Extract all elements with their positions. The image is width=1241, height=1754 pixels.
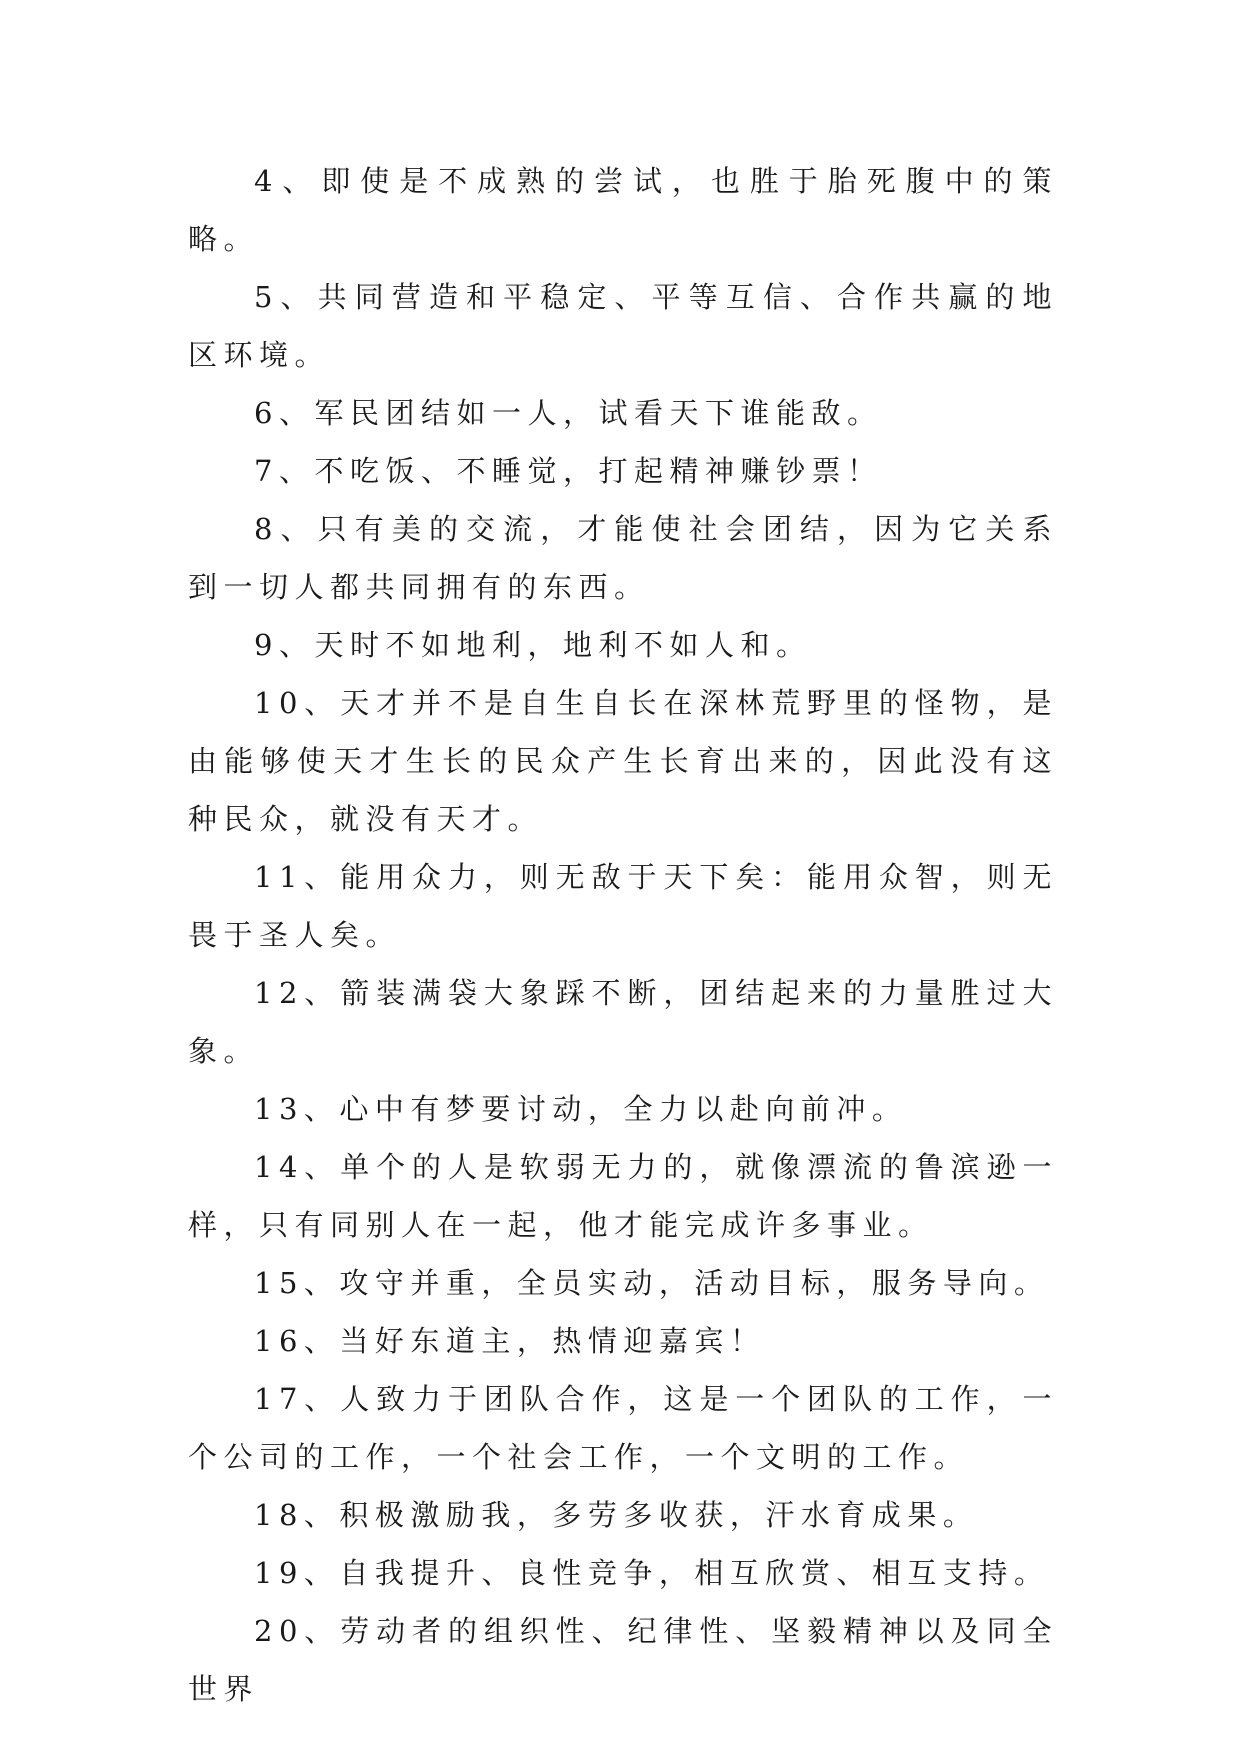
paragraph-17: 17、人致力于团队合作，这是一个团队的工作，一个公司的工作，一个社会工作，一个文明的工作。 — [188, 1382, 1058, 1474]
paragraph-13: 13、心中有梦要讨动，全力以赴向前冲。 — [254, 1092, 908, 1126]
document-body — [188, 152, 1058, 1718]
paragraph-9: 9、天时不如地利，地利不如人和。 — [254, 628, 812, 662]
paragraph-4: 4、即使是不成熟的尝试，也胜于胎死腹中的策略。 — [188, 164, 1058, 256]
paragraph-20: 20、劳动者的组织性、纪律性、坚毅精神以及同全世界 — [188, 1614, 1058, 1706]
paragraph-19: 19、自我提升、良性竞争，相互欣赏、相互支持。 — [254, 1556, 1050, 1590]
paragraph-16: 16、当好东道主，热情迎嘉宾！ — [254, 1324, 766, 1358]
paragraph-14: 14、单个的人是软弱无力的，就像漂流的鲁滨逊一样，只有同别人在一起，他才能完成许多事业。 — [188, 1150, 1058, 1242]
paragraph-7: 7、不吃饭、不睡觉，打起精神赚钞票！ — [254, 454, 883, 488]
paragraph-10: 10、天才并不是自生自长在深林荒野里的怪物，是由能够使天才生长的民众产生长育出来的，因此没有这种民众，就没有天才。 — [188, 686, 1058, 836]
paragraph-8: 8、只有美的交流，才能使社会团结，因为它关系到一切人都共同拥有的东西。 — [188, 512, 1058, 604]
paragraph-5: 5、共同营造和平稳定、平等互信、合作共赢的地区环境。 — [188, 280, 1058, 372]
paragraph-11: 11、能用众力，则无敌于天下矣：能用众智，则无畏于圣人矣。 — [188, 860, 1058, 952]
paragraph-15: 15、攻守并重，全员实动，活动目标，服务导向。 — [254, 1266, 1050, 1300]
paragraph-12: 12、箭装满袋大象踩不断，团结起来的力量胜过大象。 — [188, 976, 1058, 1068]
paragraph-18: 18、积极激励我，多劳多收获，汗水育成果。 — [254, 1498, 979, 1532]
paragraph-6: 6、军民团结如一人，试看天下谁能敌。 — [254, 396, 883, 430]
